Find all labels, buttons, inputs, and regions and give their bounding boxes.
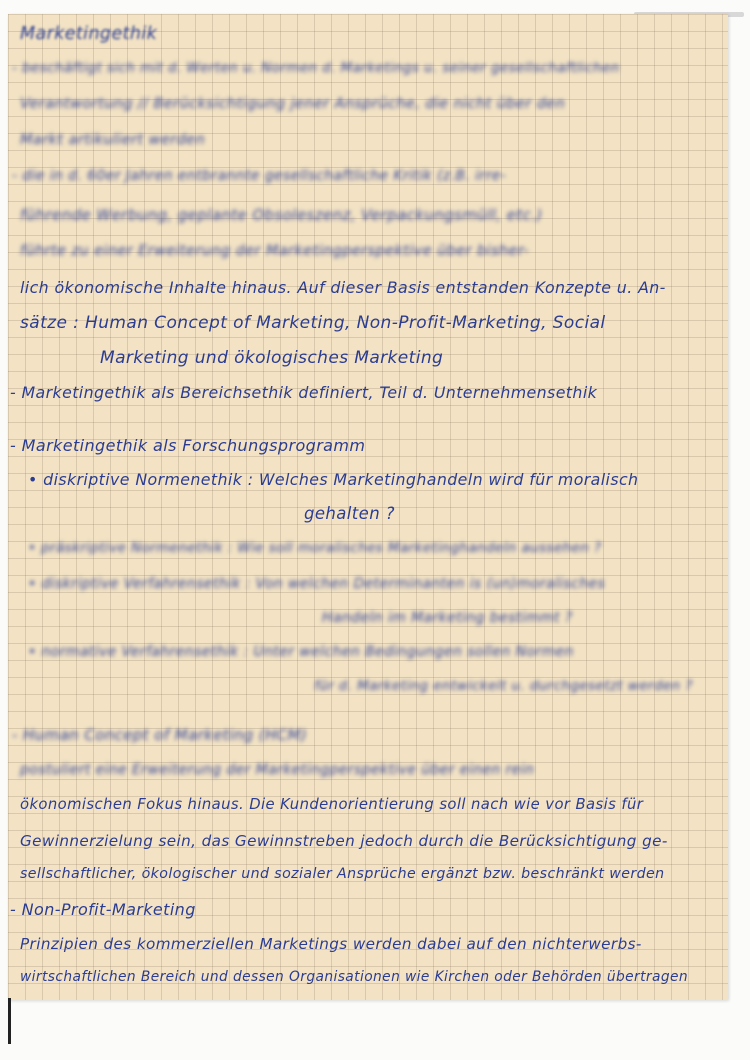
note-line: für d. Marketing entwickelt u. durchgesetzt werden ? bbox=[314, 678, 693, 694]
note-line: lich ökonomische Inhalte hinaus. Auf dieser Basis entstanden Konzepte u. An- bbox=[20, 278, 666, 297]
page-title: Marketingethik bbox=[20, 24, 158, 44]
note-line: wirtschaftlichen Bereich und dessen Organisationen wie Kirchen oder Behörden übertragen bbox=[20, 969, 689, 985]
note-line: • präskriptive Normenethik : Wie soll moralisches Marketinghandeln aussehen ? bbox=[28, 540, 602, 556]
note-line: ökonomischen Fokus hinaus. Die Kundenorientierung soll nach wie vor Basis für bbox=[20, 796, 644, 813]
note-line: - Marketingethik als Bereichsethik definiert, Teil d. Unternehmensethik bbox=[10, 383, 598, 402]
note-line: - Marketingethik als Forschungsprogramm bbox=[10, 436, 366, 455]
note-line: - beschäftigt sich mit d. Werten u. Normen d. Marketings u. seiner gesellschaftlichen bbox=[12, 60, 620, 76]
note-line: führende Werbung, geplante Obsoleszenz, Verpackungsmüll, etc.) bbox=[20, 206, 543, 224]
note-line: führte zu einer Erweiterung der Marketingperspektive über bisher- bbox=[20, 243, 530, 259]
note-line: - Human Concept of Marketing (HCM) bbox=[12, 726, 308, 744]
note-line: Prinzipien des kommerziellen Marketings werden dabei auf den nichterwerbs- bbox=[20, 935, 642, 953]
note-line: - die in d. 60er Jahren entbrannte gesellschaftliche Kritik (z.B. irre- bbox=[12, 168, 507, 184]
note-line: Marketing und ökologisches Marketing bbox=[100, 348, 444, 368]
note-line: Handeln im Marketing bestimmt ? bbox=[322, 610, 573, 626]
handwritten-notes bbox=[8, 14, 728, 1000]
note-line: postuliert eine Erweiterung der Marketingperspektive über einen rein bbox=[20, 762, 535, 778]
note-line: • diskriptive Normenethik : Welches Marketinghandeln wird für moralisch bbox=[28, 470, 639, 489]
note-line: - Non-Profit-Marketing bbox=[10, 900, 196, 919]
notebook-page bbox=[8, 14, 728, 1000]
note-line: • diskriptive Verfahrensethik : Von welchen Determinanten is (un)moralisches bbox=[28, 576, 606, 592]
note-line: sellschaftlicher, ökologischer und sozialer Ansprüche ergänzt bzw. beschränkt werden bbox=[20, 866, 665, 882]
scan-edge-mark bbox=[8, 998, 11, 1044]
note-line: sätze : Human Concept of Marketing, Non-Profit-Marketing, Social bbox=[20, 313, 606, 333]
note-line: Markt artikuliert werden bbox=[20, 132, 206, 148]
note-line: Verantwortung // Berücksichtigung jener Ansprüche, die nicht über den bbox=[20, 96, 566, 112]
note-line: Gewinnerzielung sein, das Gewinnstreben jedoch durch die Berücksichtigung ge- bbox=[20, 832, 668, 850]
note-line: gehalten ? bbox=[304, 504, 395, 523]
note-line: • normative Verfahrensethik : Unter welchen Bedingungen sollen Normen bbox=[28, 644, 574, 660]
